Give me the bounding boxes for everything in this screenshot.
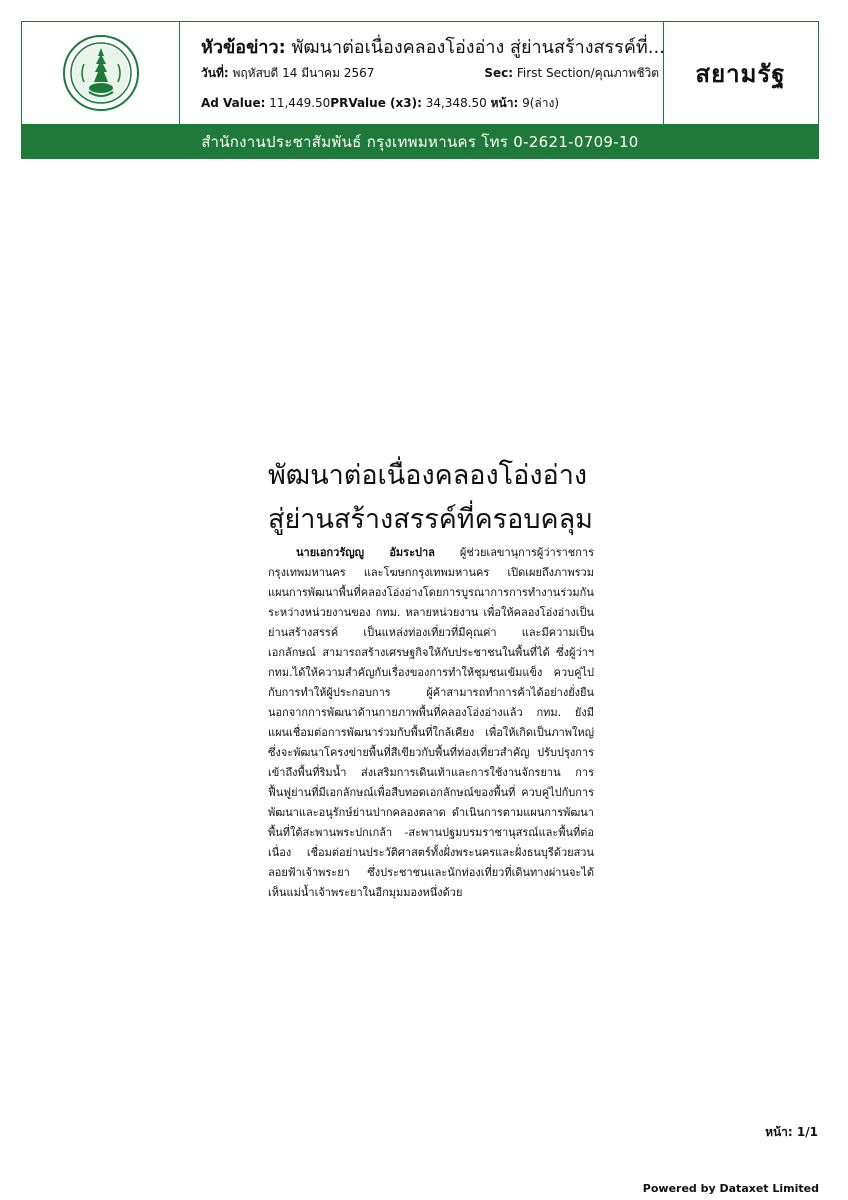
article-title-line-1: พัฒนาต่อเนื่องคลองโอ่งอ่าง bbox=[268, 460, 588, 491]
pr-value: 34,348.50 bbox=[425, 96, 487, 110]
contact-banner-text: สำนักงานประชาสัมพันธ์ กรุงเทพมหานคร โทร 0-2621-0709-10 bbox=[201, 133, 639, 151]
contact-banner bbox=[21, 125, 819, 159]
powered-by: Powered by Dataxet Limited bbox=[642, 1182, 819, 1195]
value-row bbox=[201, 94, 559, 113]
page-count-value: 1/1 bbox=[796, 1125, 818, 1139]
ad-value: 11,449.50 bbox=[269, 96, 331, 110]
date-row bbox=[201, 64, 659, 83]
article-author: นายเอกวรัญญู อัมระปาล bbox=[296, 546, 435, 559]
headline-value: พัฒนาต่อเนื่องคลองโอ่งอ่าง สู่ย่านสร้างสรรค์ที่... bbox=[291, 37, 665, 58]
headline-row bbox=[201, 32, 665, 61]
metadata-cell bbox=[179, 22, 664, 124]
article-title-line-2: สู่ย่านสร้างสรรค์ที่ครอบคลุม bbox=[268, 504, 593, 535]
article bbox=[268, 455, 594, 903]
pr-value-label: PRValue (x3): bbox=[330, 96, 422, 110]
date-value: พฤหัสบดี 14 มีนาคม 2567 bbox=[232, 66, 375, 80]
page-count-label: หน้า: bbox=[765, 1125, 793, 1139]
article-body-text: ผู้ช่วยเลขานุการผู้ว่าราชการกรุงเทพมหานคร และโฆษกกรุงเทพมหานคร เปิดเผยถึงภาพรวมแผนการพัฒนาพื้นที่คลองโอ่งอ่างโดยการบูรณาการการทำงานร่วมกันระหว่างหน่วยงานของ กทม. หลายหน่วยงาน เพื่อให้คลองโอ่งอ่างเป็นย่านสร้างสรรค์ เป็นแหล่งท่องเที่ยวที่มีคุณค่า และมีความเป็นเอกลักษณ์ สามารถสร้างเศรษฐกิจให้กับประชาชนในพื้นที่ได้ ซึ่งผู้ว่าฯกทม.ได้ให้ความสำคัญกับเรื่องของการทำให้ชุมชนเข้มแข็ง ควบคู่ไปกับการทำให้ผู้ประกอบการ ผู้ค้าสามารถทำการค้าได้อย่างยั่งยืน นอกจากการพัฒนาด้านกายภาพพื้นที่คลองโอ่งอ่างแล้ว กทม. ยังมีแผนเชื่อมต่อการพัฒนาร่วมกับพื้นที่ใกล้เคียง เพื่อให้เกิดเป็นภาพใหญ่ ซึ่งจะพัฒนาโครงข่ายพื้นที่สีเขียวกับพื้นที่ท่องเที่ยวสำคัญ ปรับปรุงการเข้าถึงพื้นที่ริมน้ำ ส่งเสริมการเดินเท้าและการใช้งานจักรยาน การฟื้นฟูย่านที่มีเอกลักษณ์เพื่อสืบทอดเอกลักษณ์ของพื้นที่ ควบคู่ไปกับการพัฒนาและอนุรักษ์ย่านปากคลองตลาด ดำเนินการตามแผนการพัฒนาพื้นที่ใต้สะพานพระปกเกล้า -สะพานปฐมบรมราชานุสรณ์และพื้นที่ต่อเนื่อง เชื่อมต่อย่านประวัติศาสตร์ทั้งฝั่งพระนครและฝั่งธนบุรีด้วยสวนลอยฟ้าเจ้าพระยา ซึ่งประชาชนและนักท่องเที่ยวที่เดินทางผ่านจะได้เห็นแม่น้ำเจ้าพระยาในอีกมุมมองหนึ่งด้วย bbox=[268, 546, 594, 899]
publication-cell bbox=[663, 22, 818, 124]
date-label: วันที่: bbox=[201, 66, 229, 80]
clipping-header bbox=[21, 21, 819, 125]
section-label: Sec: bbox=[484, 66, 514, 80]
page-value: 9(ล่าง) bbox=[522, 96, 560, 110]
publication-name: สยามรัฐ bbox=[695, 59, 786, 88]
section-value: First Section/คุณภาพชีวิต bbox=[516, 66, 659, 80]
bma-seal-icon bbox=[62, 34, 140, 112]
headline-label: หัวข้อข่าว: bbox=[201, 37, 286, 58]
page-label: หน้า: bbox=[490, 96, 519, 110]
logo-cell bbox=[22, 22, 180, 124]
ad-value-label: Ad Value: bbox=[201, 96, 266, 110]
section-info bbox=[484, 64, 659, 83]
article-body bbox=[268, 543, 594, 903]
page-count bbox=[765, 1123, 818, 1142]
